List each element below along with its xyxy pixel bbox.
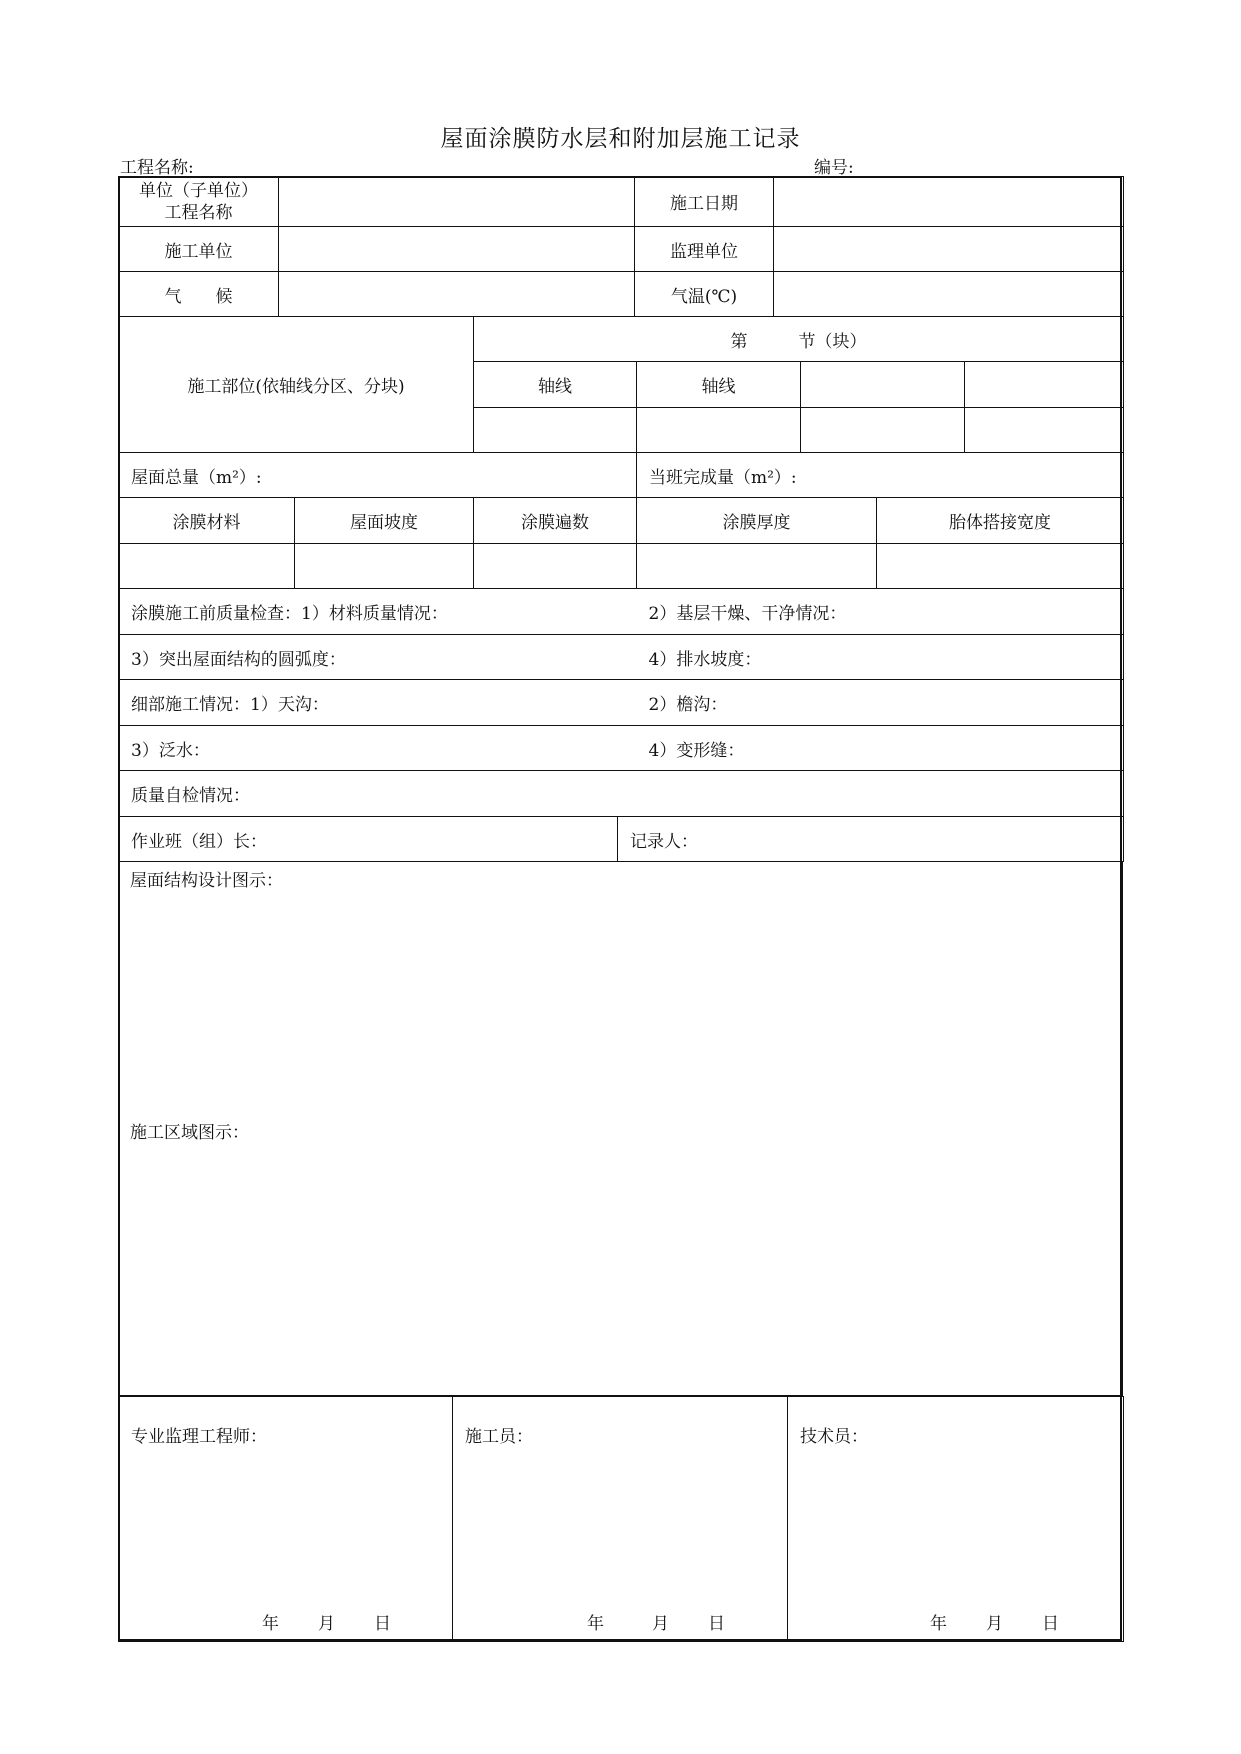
checks-table (118, 588, 1124, 817)
shift-completed-label: 当班完成量（m²）: (637, 453, 1124, 498)
technician-date-month: 月 (986, 1614, 1003, 1634)
unit-label (119, 177, 279, 227)
axis-value-1[interactable] (474, 408, 637, 453)
slope-header: 屋面坡度 (295, 498, 474, 544)
signature-technician[interactable] (788, 1397, 1124, 1642)
axis-label-1: 轴线 (474, 362, 637, 408)
climate-label: 气 候 (119, 272, 279, 317)
project-name-label: 工程名称: (120, 158, 194, 178)
materials-table (118, 497, 1124, 589)
signature-supervisor-label: 专业监理工程师： (131, 1427, 267, 1447)
material-header: 涂膜材料 (119, 498, 295, 544)
personnel-table (118, 816, 1124, 862)
signatures-table (118, 1396, 1124, 1642)
supervisor-date-month: 月 (318, 1614, 335, 1634)
axis-value-3[interactable] (801, 408, 965, 453)
supervisor-date-day: 日 (374, 1614, 391, 1634)
page-title: 屋面涂膜防水层和附加层施工记录 (440, 126, 801, 152)
detail-2: 2）檐沟： (637, 680, 1124, 726)
roof-design-label: 屋面结构设计图示： (130, 871, 283, 891)
material-value[interactable] (119, 544, 295, 589)
climate-cell[interactable] (279, 272, 635, 317)
axis-cell-4[interactable] (965, 362, 1124, 408)
builder-date-day: 日 (708, 1614, 725, 1634)
location-label: 施工部位(依轴线分区、分块) (119, 317, 474, 453)
basic-info-table (118, 176, 1124, 317)
detail-1: 细部施工情况：1）天沟： (119, 680, 637, 726)
construction-date-label: 施工日期 (635, 177, 774, 227)
pre-check-3: 3）突出屋面结构的圆弧度： (119, 635, 637, 680)
technician-date-day: 日 (1042, 1614, 1059, 1634)
supervision-unit-cell[interactable] (774, 227, 1124, 272)
location-table (118, 316, 1124, 453)
coats-header: 涂膜遍数 (474, 498, 637, 544)
thickness-value[interactable] (637, 544, 877, 589)
pre-check-2: 2）基层干燥、干净情况： (637, 589, 1124, 635)
slope-value[interactable] (295, 544, 474, 589)
coats-value[interactable] (474, 544, 637, 589)
thickness-header: 涂膜厚度 (637, 498, 877, 544)
self-check-label: 质量自检情况： (119, 771, 1124, 817)
detail-4: 4）变形缝： (637, 726, 1124, 771)
detail-3: 3）泛水： (119, 726, 637, 771)
temperature-label: 气温(℃) (635, 272, 774, 317)
unit-label-text: 单位（子单位） 工程名称 (139, 180, 258, 223)
axis-value-2[interactable] (637, 408, 801, 453)
construction-date-cell[interactable] (774, 177, 1124, 227)
signature-builder-label: 施工员： (465, 1427, 533, 1447)
technician-date-year: 年 (930, 1614, 947, 1634)
unit-value-cell[interactable] (279, 177, 635, 227)
pre-check-1: 涂膜施工前质量检查：1）材料质量情况： (119, 589, 637, 635)
overlap-width-value[interactable] (877, 544, 1124, 589)
pre-check-4: 4）排水坡度： (637, 635, 1124, 680)
section-label: 第 节（块） (474, 317, 1124, 362)
recorder-label: 记录人： (618, 817, 1124, 862)
builder-date-year: 年 (587, 1614, 604, 1634)
signature-technician-label: 技术员： (800, 1427, 868, 1447)
figures-area[interactable] (118, 861, 1123, 1396)
supervisor-date-year: 年 (262, 1614, 279, 1634)
construction-unit-cell[interactable] (279, 227, 635, 272)
area-diagram-label: 施工区域图示： (130, 1123, 249, 1143)
team-leader-label: 作业班（组）长： (119, 817, 618, 862)
axis-cell-3[interactable] (801, 362, 965, 408)
overlap-width-header: 胎体搭接宽度 (877, 498, 1124, 544)
temperature-cell[interactable] (774, 272, 1124, 317)
supervision-unit-label: 监理单位 (635, 227, 774, 272)
axis-label-2: 轴线 (637, 362, 801, 408)
signature-supervisor[interactable] (119, 1397, 453, 1642)
axis-value-4[interactable] (965, 408, 1124, 453)
roof-total-label: 屋面总量（m²）: (119, 453, 637, 498)
construction-unit-label: 施工单位 (119, 227, 279, 272)
quantity-table (118, 452, 1124, 498)
signature-builder[interactable] (453, 1397, 788, 1642)
builder-date-month: 月 (652, 1614, 669, 1634)
record-number-label: 编号: (814, 158, 854, 178)
